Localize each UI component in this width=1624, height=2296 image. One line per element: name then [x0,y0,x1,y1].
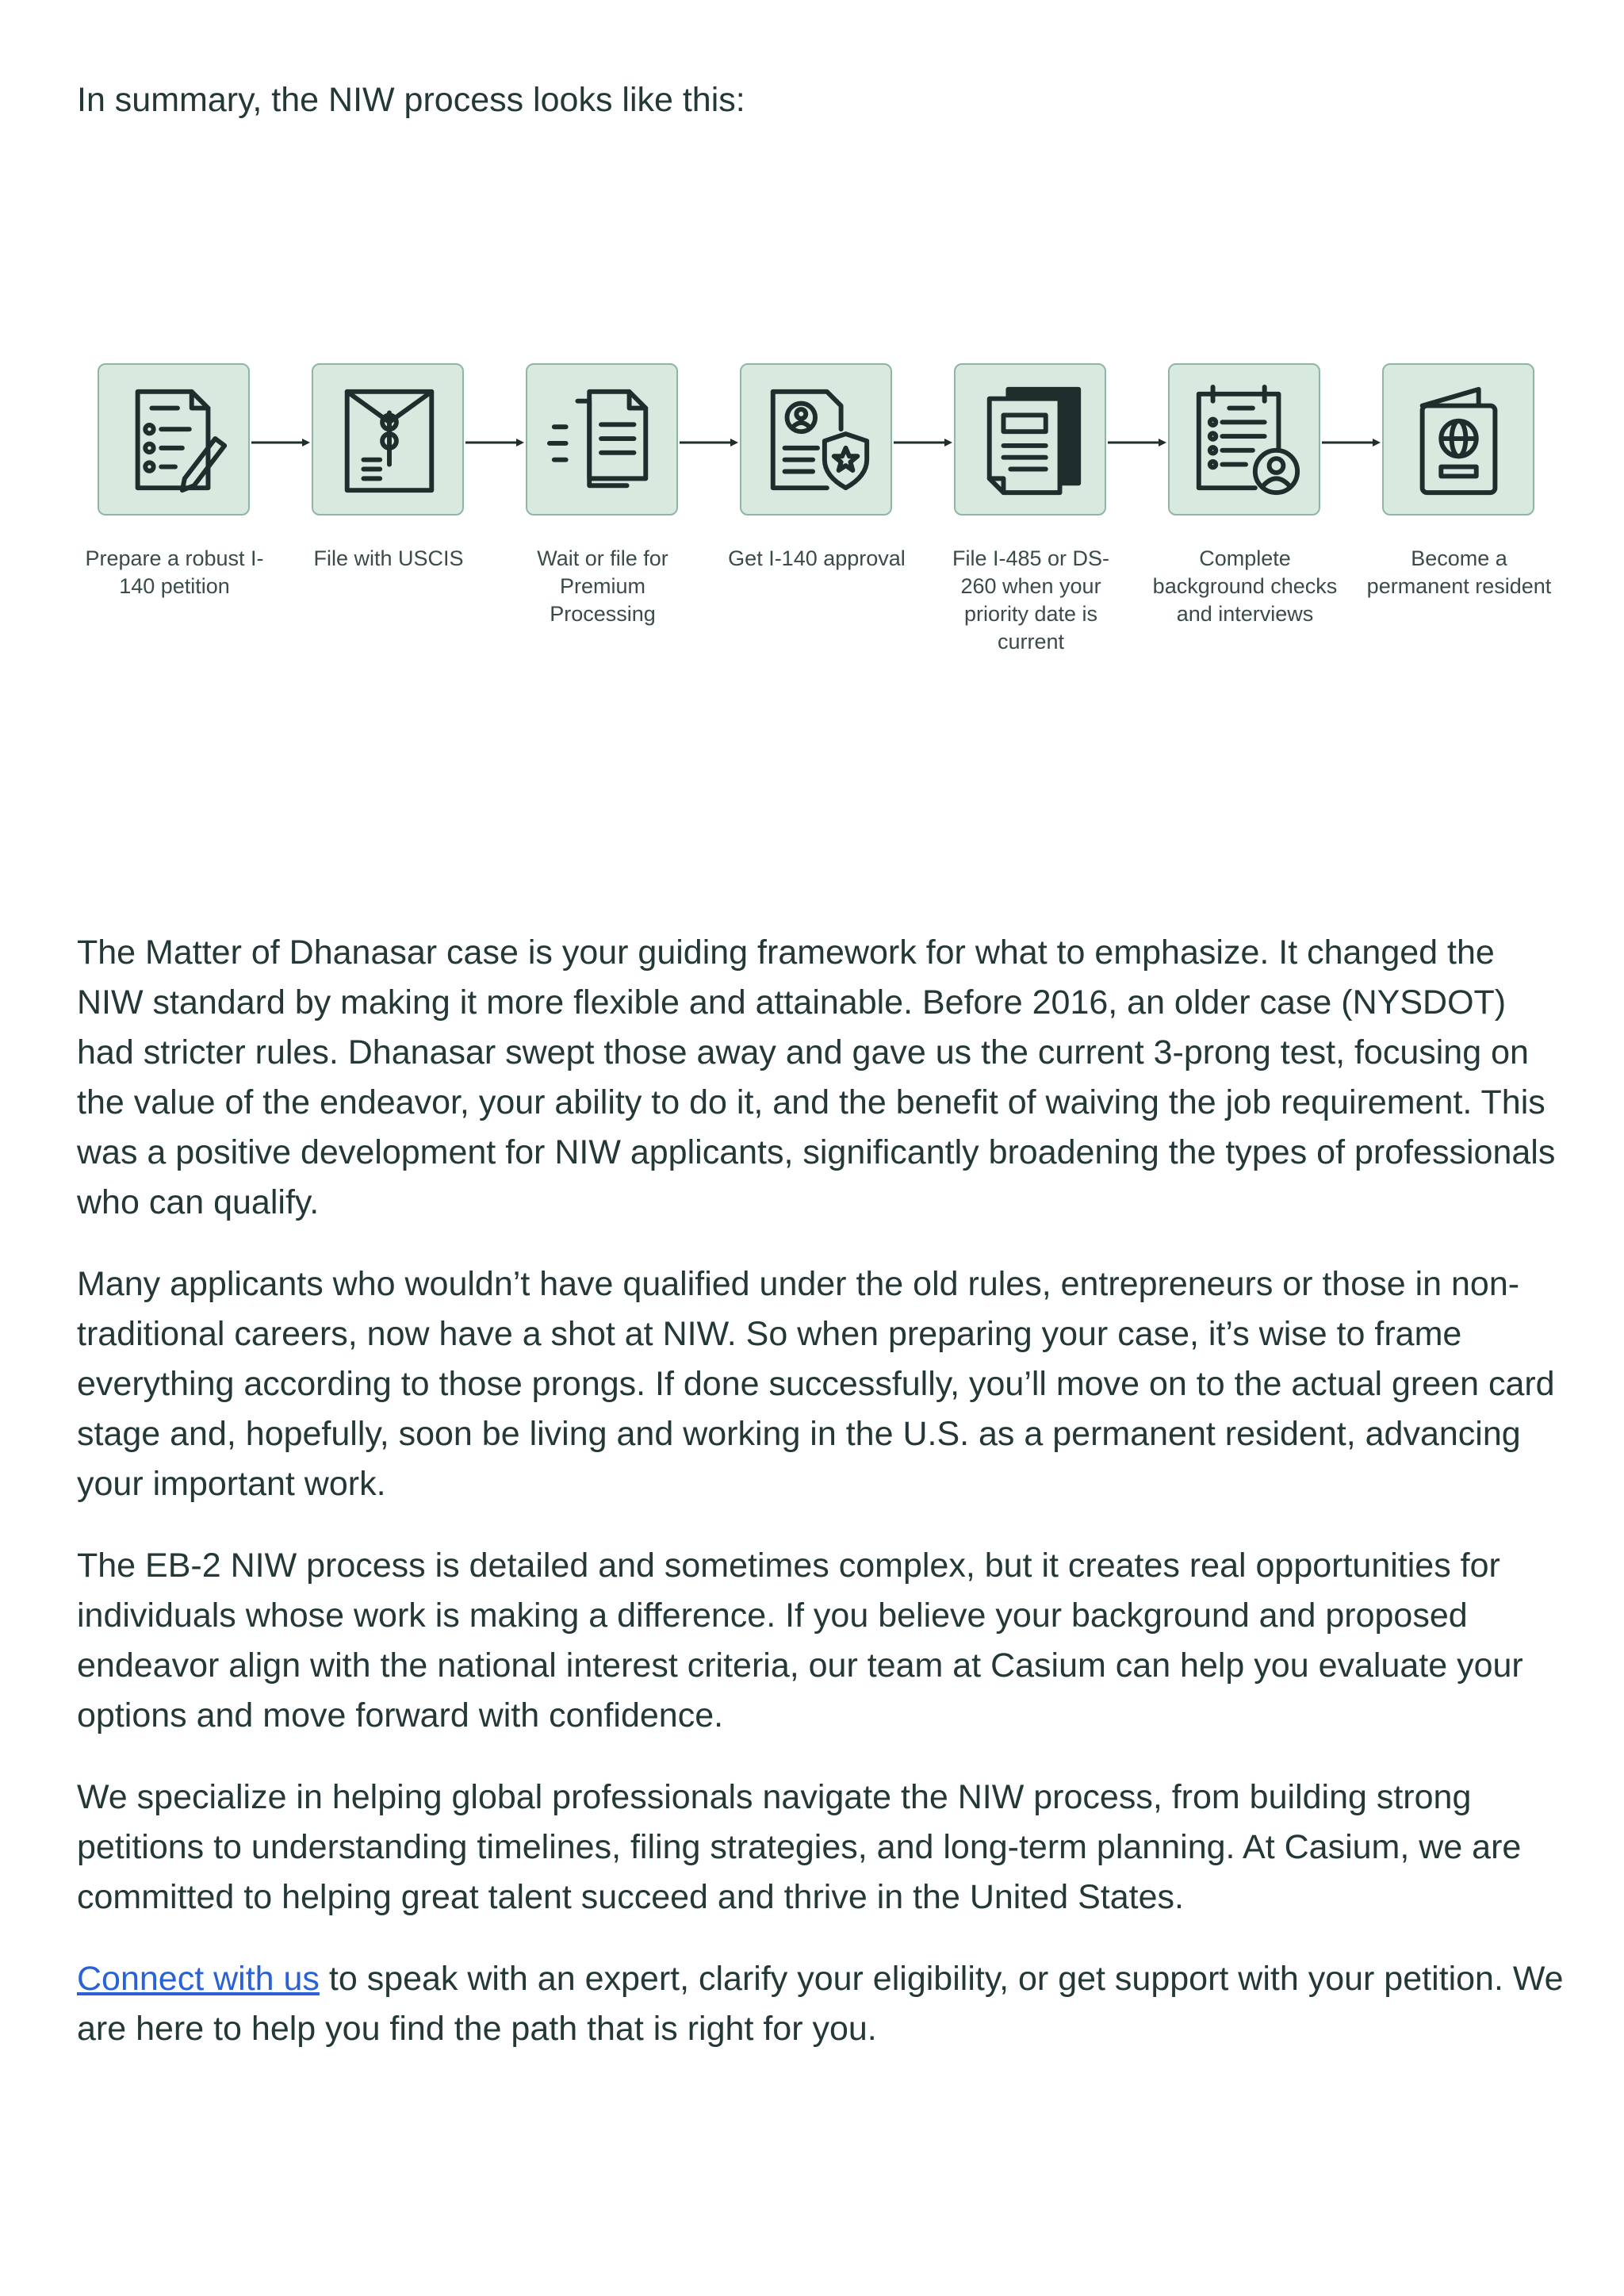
step-icon-box [312,363,464,516]
arrow-right-icon [465,438,525,447]
paragraph-specialize: We specialize in helping global professionals navigate the NIW process, from building strong petitions to understanding timelines, filing strategies, and long-term planning. At Casium, we are committed to helping great talent succeed and thrive in the United States. [77,1778,1522,1916]
step-label: File I-485 or DS-260 when your priority date is current [952,546,1110,654]
paragraph-casium-help: The EB-2 NIW process is detailed and sometimes complex, but it creates real opportunities for individuals whose work is making a difference. If you believe your background and proposed endeavor align with the national interest criteria, our team at Casium can help you evaluate your options and move forward with confidence. [77,1547,1523,1734]
step-label: Become a permanent resident [1366,546,1552,598]
step-icon-box [526,363,678,516]
arrow-right-icon [680,438,739,447]
connect-with-us-link[interactable]: Connect with us [77,1960,320,1998]
step-icon-box [954,363,1106,516]
checklist-pencil-icon [117,382,234,500]
fast-document-icon [545,382,662,500]
arrow-right-icon [1322,438,1381,447]
step-label: Prepare a robust I-140 petition [85,546,264,598]
checklist-person-icon [1187,382,1304,500]
step-label: File with USCIS [313,546,464,570]
paragraph-cta [77,1954,1568,2054]
badge-document-icon [759,382,876,500]
arrow-right-icon [1108,438,1167,447]
step-icon-box [740,363,892,516]
niw-process-flow [85,361,1552,694]
arrow-right-icon [894,438,953,447]
cta-text: to speak with an expert, clarify your eligibility, or get support with your petition. We are here to help you find the path that is right for you. [77,1960,1564,2048]
intro-text: In summary, the NIW process looks like this: [77,81,745,119]
arrow-right-icon [251,438,311,447]
step-icon-box [98,363,250,516]
passport-icon [1401,382,1519,500]
step-icon-box [1168,363,1320,516]
paragraph-applicants: Many applicants who wouldn’t have qualified under the old rules, entrepreneurs or those in non-traditional careers, now have a shot at NIW. So when preparing your case, it’s wise to frame everything according to those prongs. If done successfully, you’ll move on to the actual green card stage and, hopefully, soon be living and working in the U.S. as a permanent resident, advancing your important work. [77,1265,1555,1503]
paragraph-dhanasar: The Matter of Dhanasar case is your guiding framework for what to emphasize. It changed the NIW standard by making it more flexible and attainable. Before 2016, an older case (NYSDOT) had stricter rules. Dhanasar swept those away and gave us the current 3-prong test, focusing on the value of the endeavor, your ability to do it, and the benefit of waiving the job requirement. This was a positive development for NIW applicants, significantly broadening the types of professionals who can qualify. [77,933,1556,1221]
step-label: Get I-140 approval [728,546,906,570]
step-icon-box [1382,363,1534,516]
forms-stack-icon [973,382,1090,500]
envelope-icon [331,382,448,500]
step-label: Complete background checks and interviews [1152,546,1338,626]
article-body [77,928,1568,2086]
step-label: Wait or file for Premium Processing [537,546,668,626]
